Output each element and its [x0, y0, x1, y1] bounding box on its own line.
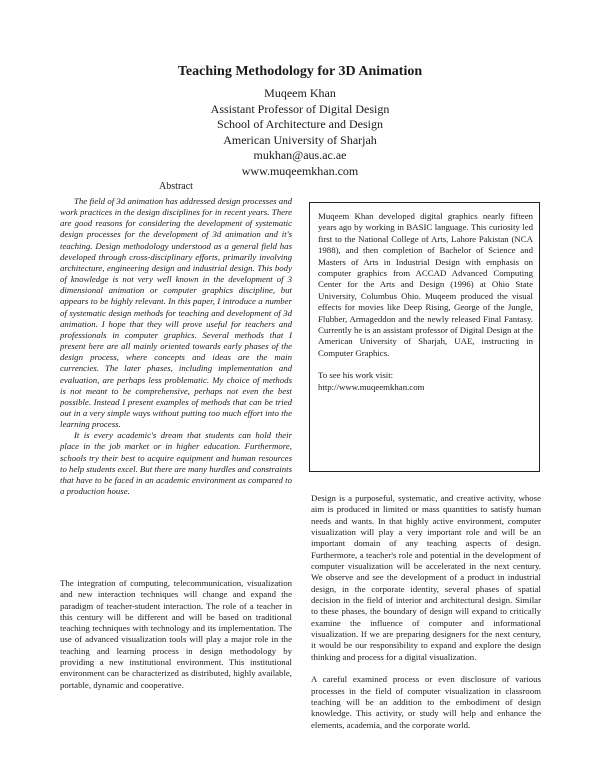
left-column-body [60, 578, 292, 691]
right-body-paragraph-1: Design is a purposeful, systematic, and creative activity, whose aim is produced in limited or mass quantities to satisfy human needs and wants. In that highly active environment, computer visualization will play a very important role and will be an important domain of any teaching aspects of design. Furthermore, a teacher's role and potential in the development of computer visualization will be accelerated in the next century. We observe and see the development of a product in industrial design, in the corporate identity, several phases of spatial decision in the field of interior and architectural design. Similar to these phases, the boundary of design will expand to critically examine the influence of computer and informational visualization. If we are preparing designers for the next century, it would be our responsibility to expand and explore the design thinking and process for a digital visualization. [311, 493, 541, 662]
author-school: School of Architecture and Design [217, 117, 383, 132]
abstract-paragraph-1: The field of 3d animation has addressed design processes and work practices in the design disciplines for in recent years. There are good reasons for considering the development of systematic design processes for the development of 3d animation and it's teaching. Design methodology understood as a general field has developed through cross-disciplinary efforts, primarily involving architecture, engineering design and industrial design. This body of knowledge is not very well known in the development of 3 dimensional animation or computer graphics discipline, but appears to be highly relevant. In this paper, I introduce a number of systematic design methods for teaching and development of 3d animation. I hope that they will prove useful for teachers and professionals in computer graphics. Several methods that I present here are all mainly oriented towards early phases of the design process, where concepts and ideas are the main currencies. The later phases, including implementation and evaluation, are perhaps less problematic. My choice of methods is not meant to be comprehensive, perhaps not even the best possible. Instead I present examples of methods that can be tried out in a very simple ways without putting too much effort into the learning process. [60, 196, 292, 430]
author-university: American University of Sharjah [223, 132, 377, 147]
bio-see-label: To see his work visit: [318, 370, 394, 381]
author-email: mukhan@aus.ac.ae [253, 148, 347, 163]
author-name: Muqeem Khan [264, 86, 336, 100]
left-body-paragraph: The integration of computing, telecommunication, visualization and new interaction techniques will change and expand the paradigm of teacher-student interaction. The role of a teacher in this century will be different and will be based on traditional teaching techniques with technology and its implementation. The use of advanced visualization tools will play a major role in the teaching and learning process in design methodology by providing a new institutional environment. This institutional environment can be characterized as distributed, highly available, portable, dynamic and cooperative. [60, 578, 292, 690]
bio-see-url: http://www.muqeemkhan.com [318, 381, 425, 392]
right-column-body [311, 493, 541, 731]
bio-text: Muqeem Khan developed digital graphics nearly fifteen years ago by working in BASIC language. This curiosity led first to the National College of Arts, Lahore Pakistan (NCA 1988), and then completion of Bachelor of Science and Masters of Arts in Industrial Design with emphasis on computer graphics from ACCAD Advanced Computing Center for the Arts and Design (1996) at Ohio State University, Columbus Ohio. Muqeem produced the visual effects for movies like Deep Rising, George of the Jungle, Flubber, Armageddon and the newly released Final Fantasy. Currently he is an assistant professor of Digital Design at the American University of Sharjah, UAE, instructing in Computer Graphics. [318, 211, 533, 358]
right-body-paragraph-2: A careful examined process or even disclosure of various processes in the field of computer visualization in classroom teaching will be an addition to the embodiment of design knowledge. This activity, or study will help and enhance the elements, academia, and the corporate world. [311, 674, 541, 730]
author-website: www.muqeemkhan.com [241, 163, 359, 178]
author-position: Assistant Professor of Digital Design [210, 101, 390, 116]
abstract-paragraph-2: It is every academic's dream that students can hold their place in the job market or in higher education. Furthermore, schools try their best to acquire equipment and human resources to help students excel. But there are many hurdles and constraints that have to be faced in an academic environment as compared to a production house. [60, 430, 292, 497]
author-bio-box [309, 202, 540, 472]
abstract-text [60, 196, 292, 497]
abstract-heading: Abstract [159, 181, 193, 192]
author-block [0, 86, 600, 180]
paper-title: Teaching Methodology for 3D Animation [177, 64, 423, 79]
